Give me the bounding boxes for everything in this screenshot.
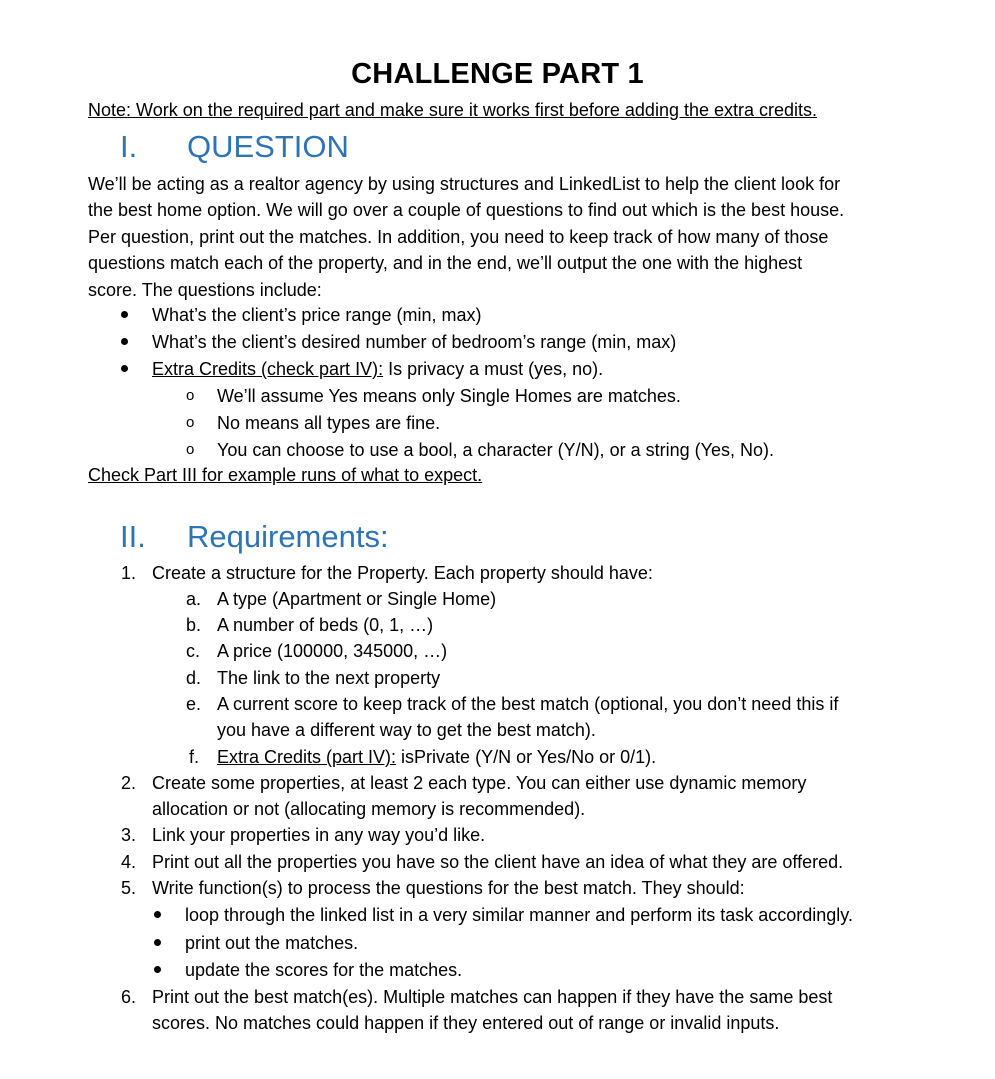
sub-bullet: You can choose to use a bool, a character (Y/N), or a string (Yes, No). xyxy=(217,440,774,460)
sub-item-letter: e. xyxy=(186,694,202,714)
bullet-icon xyxy=(121,338,128,345)
item-number: 2. xyxy=(121,773,137,793)
paragraph-line: the best home option. We will go over a couple of questions to find out which is the best house. xyxy=(88,200,845,221)
sub-item: A number of beds (0, 1, …) xyxy=(217,615,434,635)
paragraph-line: questions match each of the property, and in the end, we’ll output the one with the highest xyxy=(88,253,803,274)
sub-item-letter: f. xyxy=(189,747,200,767)
paragraph-line: score. The questions include: xyxy=(88,279,322,300)
requirement-item-continuation: allocation or not (allocating memory is recommended). xyxy=(152,799,586,819)
extra-credit-label: Extra Credits (check part IV): xyxy=(152,359,384,379)
section-2-title: Requirements: xyxy=(187,519,389,554)
bullet-icon xyxy=(154,939,161,946)
requirement-item-continuation: scores. No matches could happen if they entered out of range or invalid inputs. xyxy=(152,1013,780,1033)
note-line: Note: Work on the required part and make sure it works first before adding the extra credits. xyxy=(88,100,818,120)
bullet-icon xyxy=(121,311,128,318)
sub-item-letter: d. xyxy=(186,668,202,688)
sub-item-letter: b. xyxy=(186,615,202,635)
extra-credit-text: isPrivate (Y/N or Yes/No or 0/1). xyxy=(396,747,657,767)
bullet-icon xyxy=(121,365,128,372)
sub-bullet: No means all types are fine. xyxy=(217,413,441,433)
item-number: 4. xyxy=(121,852,137,872)
function-bullet: loop through the linked list in a very similar manner and perform its task accordingly. xyxy=(185,905,853,925)
requirement-item: Print out all the properties you have so the client have an idea of what they are offered. xyxy=(152,852,844,872)
circle-bullet-icon: o xyxy=(186,387,195,404)
item-number: 6. xyxy=(121,987,137,1007)
section-1-number: I. xyxy=(120,129,138,164)
function-bullet: update the scores for the matches. xyxy=(185,960,463,980)
requirement-item: Print out the best match(es). Multiple matches can happen if they have the same best xyxy=(152,987,833,1007)
function-bullet: print out the matches. xyxy=(185,933,359,953)
extra-credit-label: Extra Credits (part IV): xyxy=(217,747,397,767)
extra-credit-text: Is privacy a must (yes, no). xyxy=(383,359,604,379)
requirement-item: Create a structure for the Property. Each property should have: xyxy=(152,563,653,583)
sub-item: A type (Apartment or Single Home) xyxy=(217,589,497,609)
question-bullet: What’s the client’s desired number of bedroom’s range (min, max) xyxy=(152,332,677,352)
sub-item: The link to the next property xyxy=(217,668,441,688)
section-1-title: QUESTION xyxy=(187,129,349,164)
question-bullet: What’s the client’s price range (min, max) xyxy=(152,305,482,325)
sub-item-letter: c. xyxy=(186,641,201,661)
sub-item: A price (100000, 345000, …) xyxy=(217,641,448,661)
document-title: CHALLENGE PART 1 xyxy=(351,58,644,90)
bullet-icon xyxy=(154,966,161,973)
item-number: 3. xyxy=(121,825,137,845)
section-2-number: II. xyxy=(120,519,146,554)
sub-item-letter: a. xyxy=(186,589,202,609)
circle-bullet-icon: o xyxy=(186,441,195,458)
requirement-item: Write function(s) to process the questions for the best match. They should: xyxy=(152,878,745,898)
sub-bullet: We’ll assume Yes means only Single Homes are matches. xyxy=(217,386,681,406)
check-part-line: Check Part III for example runs of what to expect. xyxy=(88,465,483,485)
bullet-icon xyxy=(154,911,161,918)
item-number: 5. xyxy=(121,878,137,898)
item-number: 1. xyxy=(121,563,137,583)
circle-bullet-icon: o xyxy=(186,414,195,431)
paragraph-line: We’ll be acting as a realtor agency by using structures and LinkedList to help the client look for xyxy=(88,174,841,194)
requirement-item: Create some properties, at least 2 each type. You can either use dynamic memory xyxy=(152,773,807,793)
sub-item: A current score to keep track of the best match (optional, you don’t need this if xyxy=(217,694,839,714)
requirement-item: Link your properties in any way you’d like. xyxy=(152,825,486,845)
extra-credit-bullet xyxy=(152,356,603,382)
sub-item-continuation: you have a different way to get the best match). xyxy=(217,720,596,740)
paragraph-line: Per question, print out the matches. In addition, you need to keep track of how many of those xyxy=(88,226,829,247)
extra-credit-sub-item xyxy=(217,744,656,770)
section-1-paragraph xyxy=(88,171,948,303)
